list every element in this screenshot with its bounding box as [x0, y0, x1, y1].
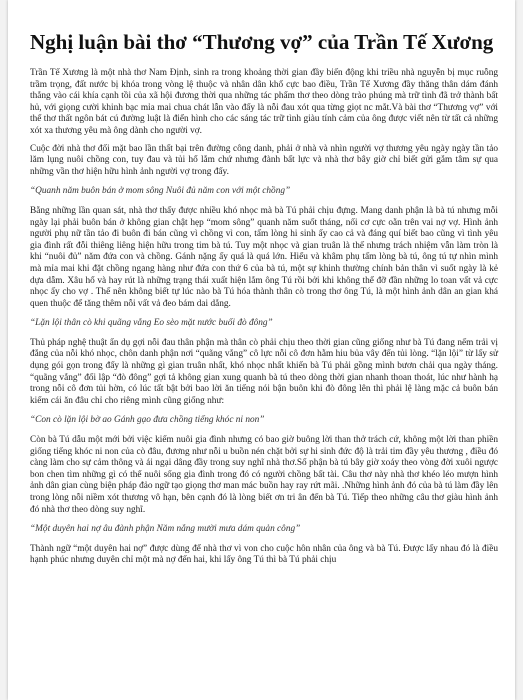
poem-quote-1: “Quanh năm buôn bán ở mom sông Nuôi đủ năm con với một chồng”: [30, 186, 291, 197]
paragraph-analysis-2: Thủ pháp nghệ thuật ẩn dụ gợi nỗi đau thân phận mà thân cò phải chịu theo thời gian cũng giống như bà Tú đang nếm trải vị đắng của nỗi khó nhọc, chôn danh phận nơi “quãng vắng” cô lực nỗi cô đơn hằm hiu bủa vây đến tủi lòng. “lặn lội” từ lấy sử dụng gói gọn trong đấy là những gì gian truân nhất, khó nhọc nhất khiến bà Tú phải gồng mình bươn chải qua ngày tháng. “quãng vắng” đối lập “đò đông” gợi tả không gian xung quanh bà tú theo dòng thời gian nhanh thoan thoát, lúc như hành hạ trong nỗi cô đơn tủi hờn, có lúc tất bật bởi bao lời ăn tiếng nói bận buôn khi đò đông lên thì phải lệ làng mặc cả buôn bán kiếm cái ăn đâu chỉ cho riêng mình cũng giống như:: [30, 337, 498, 406]
paragraph-intro: Trần Tế Xương là một nhà thơ Nam Định, sinh ra trong khoảng thời gian đầy biến động khi triều nhà nguyễn bị mục ruỗng trầm trọng, đất nước bị khóa trong vòng lệ thuộc và nhân dân khổ cực bao điều, Trần Tế Xương đầy thăng thân dám đánh thẳng vào cái khía cạnh tồi của xã hội đương thời qua những tác phẩm thơ theo dòng trào phúng mà trữ tình đã trở thành bất hủ, với giọng cười khinh bạc mỉa mai chua chát lẫn vào đấy là nỗi đau xót qua từng giọt nc mắt.Và bài thơ “Thương vợ” với thể thơ thất ngôn bát cú đường luật là điển hình cho các sáng tác trữ tình giàu tính cảm của ông được viết nên từ tất cả những xót xa thương yêu mà ông dành cho người vợ.: [30, 68, 498, 136]
folk-verse-quote: “Con cò lặn lội bờ ao Gánh gạo đưa chồng tiếng khóc ni non”: [30, 415, 265, 426]
document-page: [8, 0, 515, 700]
paragraph-analysis-3: Còn bà Tú dẫu một mới bởi việc kiếm nuôi gia đình nhưng có bao giờ buông lời than thở trách cứ, không một lời than phiền giống tiếng khóc ni non của cò đâu, đương như nỗi u buồn nén chặt bởi sự hi sinh đức độ là trải tim đầy yêu thương , điều đó càng làm cho sự cảm thông và ái ngại dâng đầy trong suy nghĩ nhà thơ.Số phận bà tú bây giờ xoáy theo vòng đời xuôi ngược bon chen tìm những gì có thể nuôi sống gia đình trong đó có người chồng bất tài. Câu thơ này nhà thơ khéo léo mượn hình ảnh dân gian cùng biện pháp đảo ngữ tạo giọng thơ man mác buồn hay ray rứt mãi. .Những hình ảnh đó của bà tú làm đầy lên trong lòng nỗi niềm xót thương vô hạn, bên cạnh đó là lòng biết ơn tri ân đến bà Tú. Tiếp theo những câu thơ giàu hình ảnh đó nhà thơ theo dòng suy nghĩ.: [30, 435, 498, 515]
article-title: Nghị luận bài thơ “Thương vợ” của Trần Tế Xương: [30, 30, 494, 54]
paragraph-context: Cuộc đời nhà thơ đối mặt bao lần thất bại trên đường công danh, phải ở nhà và nhìn người vợ thương yêu ngày ngày tần tảo lăm lụng nuôi chồng con, tuy đau và tủi hổ lắm chứ nhưng đành bất lực và nhà thơ bây giờ chỉ biết gửi gắm tâm sự qua những vần thơ hiện hữu hình ảnh người vợ trong đấy.: [30, 143, 498, 177]
poem-quote-3: “Một duyên hai nợ âu đành phận Năm nắng mười mưa dám quản công”: [30, 524, 301, 535]
paragraph-analysis-1: Bằng những lần quan sát, nhà thơ thấy được nhiều khó nhọc mà bà Tú phải chịu đựng. Mang danh phận là bà tú nhưng mỗi ngày lại phải buôn bán ở không gian chật hẹp “mom sông” quanh năm suốt tháng, nối cơ cực oằn trên vai nợ vợ. Hình ảnh người phụ nữ tần tảo đi buôn đi bán cũng vì chồng vì con, tấm lòng hi sinh ấy cao cả và đáng quí biết bao cũng vì tình yêu gia đình rất đỗi thiêng liêng hiện hữu trong tim bà tú. Tuy một nhọc và gian truân là thế nhưng trách nhiệm vẫn làm tròn là khi “nuôi đủ” năm đứa con và chồng. Gánh nặng ấy quá là quá lớn. Hiểu và khâm phụ tấm lòng bà tú, ông tú tự nhìn mình mà mỉa mai khi đặt chồng ngang hàng như đứa con thứ 6 của bà tú, một sự khinh thường chính bản thân vì suốt ngày là kẻ dựa dẫm. Xâu hổ và hay rút là những trạng thái xuất hiện lắm ông Tú rồi bởi khi không thể đỡ đần những lo toan vất vả cực nhọc ấy cho vợ . Thế nên không biết tự lúc nào bà Tú hóa thành thân cò trong thơ ông Tú, là một hình ảnh dân an gian khá quen thuộc để tăng thêm nỗi vất vả đeo bám dai dẳng.: [30, 205, 498, 309]
paragraph-analysis-4: Thành ngữ “một duyên hai nợ” được dùng để nhà thơ vì von cho cuộc hôn nhân của ông và bà Tú. Được lấy nhau đó là điều hạnh phúc nhưng duyên chỉ một mà nợ đến hai, khi lấy ông Tú thì bà Tú phải chịu: [30, 543, 498, 566]
poem-quote-2: “Lặn lội thân cò khi quãng vắng Eo sèo mặt nước buổi đò đông”: [30, 318, 273, 329]
